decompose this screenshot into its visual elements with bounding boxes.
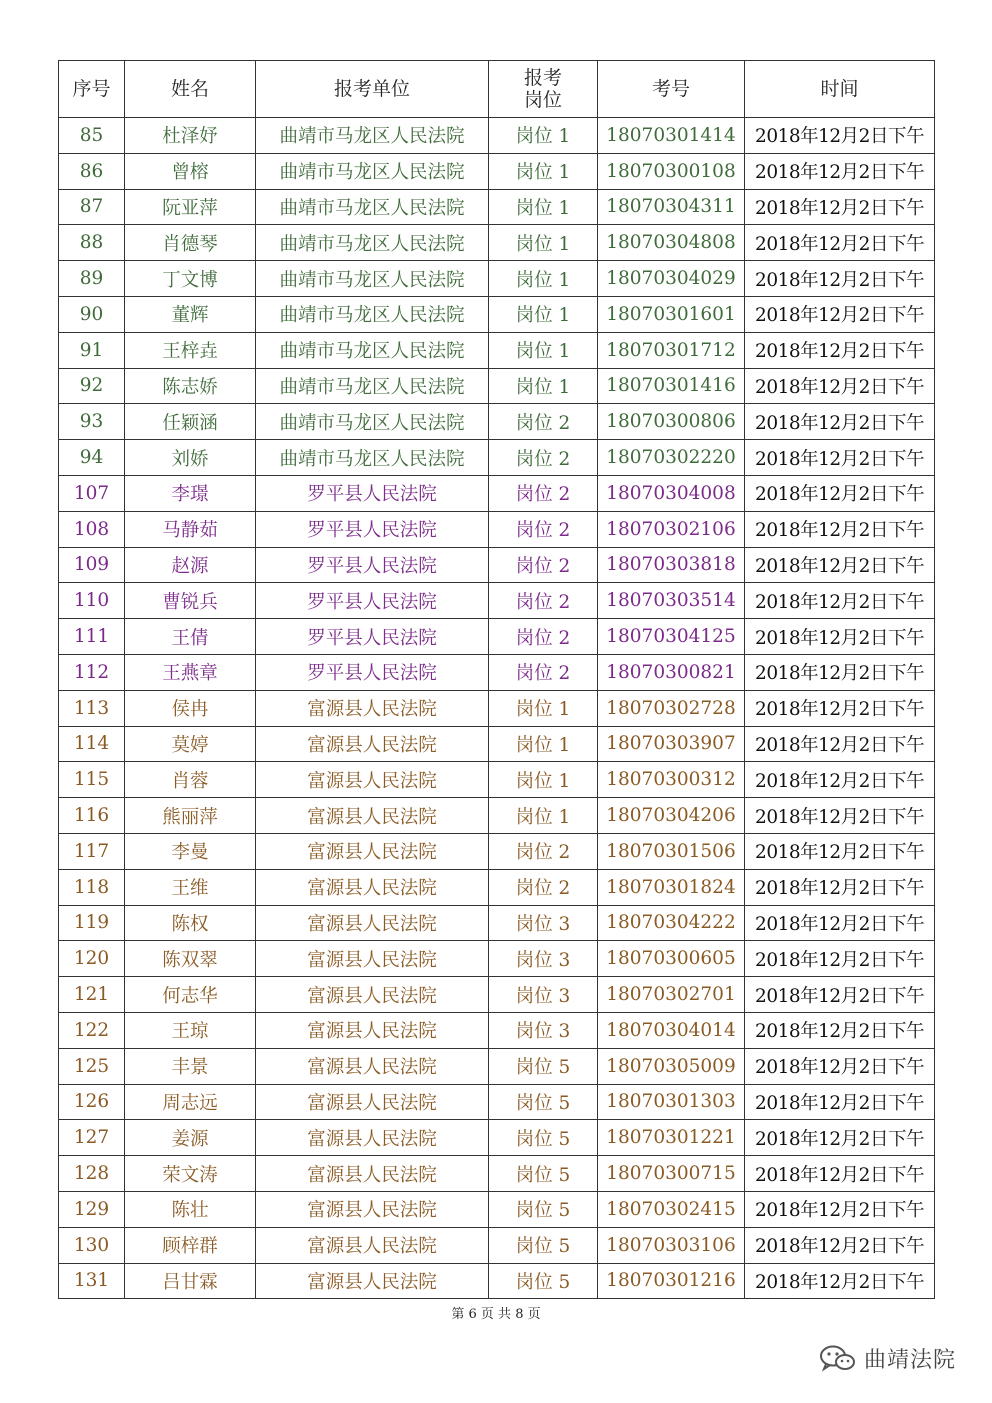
cell-exam-no: 18070301601 (598, 296, 745, 332)
table-row (59, 583, 935, 619)
cell-name: 王维 (125, 869, 256, 905)
cell-post: 岗位 2 (489, 511, 598, 547)
cell-seq: 116 (59, 798, 125, 834)
table-row (59, 189, 935, 225)
cell-exam-no: 18070304008 (598, 475, 745, 511)
cell-exam-no: 18070301414 (598, 118, 745, 154)
cell-seq: 115 (59, 762, 125, 798)
cell-post: 岗位 1 (489, 332, 598, 368)
cell-exam-no: 18070300821 (598, 654, 745, 690)
cell-post: 岗位 1 (489, 189, 598, 225)
cell-unit: 罗平县人民法院 (256, 511, 489, 547)
cell-unit: 富源县人民法院 (256, 1048, 489, 1084)
cell-seq: 89 (59, 261, 125, 297)
table-row (59, 547, 935, 583)
cell-seq: 126 (59, 1084, 125, 1120)
cell-time: 2018年12月2日下午 (745, 296, 935, 332)
cell-name: 李曼 (125, 833, 256, 869)
cell-seq: 122 (59, 1012, 125, 1048)
table-row (59, 690, 935, 726)
cell-exam-no: 18070300806 (598, 404, 745, 440)
cell-seq: 108 (59, 511, 125, 547)
cell-unit: 罗平县人民法院 (256, 619, 489, 655)
cell-seq: 92 (59, 368, 125, 404)
cell-name: 李璟 (125, 475, 256, 511)
cell-time: 2018年12月2日下午 (745, 583, 935, 619)
cell-time: 2018年12月2日下午 (745, 368, 935, 404)
table-row (59, 404, 935, 440)
cell-unit: 富源县人民法院 (256, 905, 489, 941)
cell-seq: 109 (59, 547, 125, 583)
cell-unit: 罗平县人民法院 (256, 475, 489, 511)
cell-post: 岗位 5 (489, 1084, 598, 1120)
cell-exam-no: 18070304125 (598, 619, 745, 655)
table-row (59, 977, 935, 1013)
header-exam-no: 考号 (598, 61, 745, 118)
cell-time: 2018年12月2日下午 (745, 905, 935, 941)
cell-seq: 119 (59, 905, 125, 941)
cell-seq: 121 (59, 977, 125, 1013)
table-row (59, 225, 935, 261)
table-row (59, 1191, 935, 1227)
cell-time: 2018年12月2日下午 (745, 189, 935, 225)
cell-seq: 112 (59, 654, 125, 690)
header-time: 时间 (745, 61, 935, 118)
cell-unit: 罗平县人民法院 (256, 654, 489, 690)
cell-seq: 91 (59, 332, 125, 368)
table-row (59, 1263, 935, 1299)
cell-time: 2018年12月2日下午 (745, 798, 935, 834)
table-body (59, 118, 935, 1299)
cell-time: 2018年12月2日下午 (745, 869, 935, 905)
cell-seq: 131 (59, 1263, 125, 1299)
cell-exam-no: 18070301416 (598, 368, 745, 404)
cell-post: 岗位 2 (489, 619, 598, 655)
cell-time: 2018年12月2日下午 (745, 1012, 935, 1048)
cell-post: 岗位 1 (489, 153, 598, 189)
cell-exam-no: 18070304014 (598, 1012, 745, 1048)
roster-table (58, 60, 935, 1299)
table-row (59, 332, 935, 368)
cell-seq: 128 (59, 1156, 125, 1192)
cell-unit: 富源县人民法院 (256, 1191, 489, 1227)
cell-unit: 富源县人民法院 (256, 798, 489, 834)
cell-post: 岗位 2 (489, 869, 598, 905)
cell-time: 2018年12月2日下午 (745, 833, 935, 869)
cell-time: 2018年12月2日下午 (745, 1120, 935, 1156)
table-row (59, 726, 935, 762)
table-row (59, 833, 935, 869)
cell-seq: 120 (59, 941, 125, 977)
cell-unit: 曲靖市马龙区人民法院 (256, 225, 489, 261)
cell-name: 王燕章 (125, 654, 256, 690)
cell-seq: 127 (59, 1120, 125, 1156)
cell-time: 2018年12月2日下午 (745, 1048, 935, 1084)
cell-name: 肖蓉 (125, 762, 256, 798)
header-seq: 序号 (59, 61, 125, 118)
cell-name: 丰景 (125, 1048, 256, 1084)
cell-seq: 107 (59, 475, 125, 511)
table-row (59, 296, 935, 332)
table-row (59, 654, 935, 690)
cell-exam-no: 18070302106 (598, 511, 745, 547)
cell-exam-no: 18070305009 (598, 1048, 745, 1084)
cell-post: 岗位 5 (489, 1156, 598, 1192)
cell-exam-no: 18070301506 (598, 833, 745, 869)
table-row (59, 762, 935, 798)
cell-seq: 118 (59, 869, 125, 905)
cell-name: 熊丽萍 (125, 798, 256, 834)
cell-unit: 罗平县人民法院 (256, 583, 489, 619)
header-post-line2: 岗位 (523, 89, 562, 111)
cell-time: 2018年12月2日下午 (745, 1084, 935, 1120)
table-row (59, 1120, 935, 1156)
cell-unit: 富源县人民法院 (256, 1084, 489, 1120)
cell-exam-no: 18070303514 (598, 583, 745, 619)
cell-exam-no: 18070304808 (598, 225, 745, 261)
header-post-line1: 报考 (523, 67, 562, 89)
cell-unit: 曲靖市马龙区人民法院 (256, 153, 489, 189)
cell-post: 岗位 3 (489, 1012, 598, 1048)
cell-unit: 曲靖市马龙区人民法院 (256, 404, 489, 440)
cell-exam-no: 18070304311 (598, 189, 745, 225)
cell-time: 2018年12月2日下午 (745, 762, 935, 798)
cell-seq: 117 (59, 833, 125, 869)
header-row (59, 61, 935, 118)
cell-name: 赵源 (125, 547, 256, 583)
cell-time: 2018年12月2日下午 (745, 404, 935, 440)
cell-unit: 富源县人民法院 (256, 1227, 489, 1263)
cell-post: 岗位 5 (489, 1120, 598, 1156)
cell-post: 岗位 5 (489, 1048, 598, 1084)
cell-post: 岗位 1 (489, 261, 598, 297)
table-row (59, 869, 935, 905)
cell-seq: 130 (59, 1227, 125, 1263)
cell-seq: 90 (59, 296, 125, 332)
cell-name: 顾梓群 (125, 1227, 256, 1263)
cell-post: 岗位 5 (489, 1191, 598, 1227)
cell-time: 2018年12月2日下午 (745, 225, 935, 261)
cell-post: 岗位 1 (489, 296, 598, 332)
cell-exam-no: 18070304206 (598, 798, 745, 834)
cell-post: 岗位 2 (489, 547, 598, 583)
cell-exam-no: 18070302220 (598, 440, 745, 476)
cell-unit: 富源县人民法院 (256, 977, 489, 1013)
cell-unit: 罗平县人民法院 (256, 547, 489, 583)
cell-unit: 曲靖市马龙区人民法院 (256, 261, 489, 297)
cell-unit: 富源县人民法院 (256, 833, 489, 869)
cell-exam-no: 18070301824 (598, 869, 745, 905)
cell-time: 2018年12月2日下午 (745, 690, 935, 726)
cell-unit: 富源县人民法院 (256, 941, 489, 977)
cell-time: 2018年12月2日下午 (745, 440, 935, 476)
cell-time: 2018年12月2日下午 (745, 118, 935, 154)
cell-exam-no: 18070302415 (598, 1191, 745, 1227)
cell-time: 2018年12月2日下午 (745, 511, 935, 547)
table-row (59, 1084, 935, 1120)
cell-name: 曾榕 (125, 153, 256, 189)
cell-unit: 曲靖市马龙区人民法院 (256, 118, 489, 154)
cell-seq: 110 (59, 583, 125, 619)
cell-name: 刘娇 (125, 440, 256, 476)
cell-seq: 94 (59, 440, 125, 476)
cell-exam-no: 18070301216 (598, 1263, 745, 1299)
cell-unit: 富源县人民法院 (256, 690, 489, 726)
cell-name: 丁文博 (125, 261, 256, 297)
table-row (59, 941, 935, 977)
cell-unit: 富源县人民法院 (256, 762, 489, 798)
cell-time: 2018年12月2日下午 (745, 153, 935, 189)
cell-post: 岗位 1 (489, 368, 598, 404)
cell-seq: 113 (59, 690, 125, 726)
cell-time: 2018年12月2日下午 (745, 941, 935, 977)
cell-time: 2018年12月2日下午 (745, 619, 935, 655)
cell-post: 岗位 1 (489, 726, 598, 762)
cell-time: 2018年12月2日下午 (745, 332, 935, 368)
cell-name: 杜泽妤 (125, 118, 256, 154)
cell-exam-no: 18070303818 (598, 547, 745, 583)
header-name: 姓名 (125, 61, 256, 118)
cell-post: 岗位 3 (489, 941, 598, 977)
cell-exam-no: 18070302701 (598, 977, 745, 1013)
cell-name: 吕甘霖 (125, 1263, 256, 1299)
cell-time: 2018年12月2日下午 (745, 475, 935, 511)
cell-time: 2018年12月2日下午 (745, 726, 935, 762)
cell-seq: 87 (59, 189, 125, 225)
cell-seq: 111 (59, 619, 125, 655)
cell-post: 岗位 1 (489, 762, 598, 798)
cell-name: 王琼 (125, 1012, 256, 1048)
cell-post: 岗位 3 (489, 905, 598, 941)
cell-name: 阮亚萍 (125, 189, 256, 225)
cell-time: 2018年12月2日下午 (745, 1263, 935, 1299)
cell-seq: 88 (59, 225, 125, 261)
cell-name: 荣文涛 (125, 1156, 256, 1192)
cell-exam-no: 18070300108 (598, 153, 745, 189)
table-row (59, 440, 935, 476)
table-row (59, 118, 935, 154)
table-row (59, 153, 935, 189)
cell-unit: 富源县人民法院 (256, 1156, 489, 1192)
header-post (489, 61, 598, 118)
cell-exam-no: 18070303907 (598, 726, 745, 762)
cell-exam-no: 18070304222 (598, 905, 745, 941)
cell-name: 董辉 (125, 296, 256, 332)
cell-post: 岗位 2 (489, 475, 598, 511)
table-header (59, 61, 935, 118)
table-row (59, 619, 935, 655)
cell-name: 马静茹 (125, 511, 256, 547)
cell-name: 陈壮 (125, 1191, 256, 1227)
cell-exam-no: 18070301221 (598, 1120, 745, 1156)
cell-time: 2018年12月2日下午 (745, 261, 935, 297)
cell-seq: 93 (59, 404, 125, 440)
cell-post: 岗位 2 (489, 404, 598, 440)
cell-name: 姜源 (125, 1120, 256, 1156)
cell-exam-no: 18070301712 (598, 332, 745, 368)
cell-unit: 富源县人民法院 (256, 1120, 489, 1156)
cell-post: 岗位 1 (489, 798, 598, 834)
cell-post: 岗位 2 (489, 583, 598, 619)
cell-time: 2018年12月2日下午 (745, 977, 935, 1013)
cell-post: 岗位 5 (489, 1263, 598, 1299)
watermark-text: 曲靖法院 (864, 1347, 957, 1373)
cell-unit: 曲靖市马龙区人民法院 (256, 296, 489, 332)
cell-post: 岗位 1 (489, 118, 598, 154)
header-unit: 报考单位 (256, 61, 489, 118)
table-row (59, 1048, 935, 1084)
cell-name: 曹锐兵 (125, 583, 256, 619)
cell-unit: 曲靖市马龙区人民法院 (256, 368, 489, 404)
cell-time: 2018年12月2日下午 (745, 654, 935, 690)
cell-seq: 86 (59, 153, 125, 189)
cell-unit: 曲靖市马龙区人民法院 (256, 332, 489, 368)
cell-post: 岗位 1 (489, 225, 598, 261)
cell-name: 何志华 (125, 977, 256, 1013)
cell-name: 王倩 (125, 619, 256, 655)
cell-unit: 曲靖市马龙区人民法院 (256, 189, 489, 225)
cell-name: 王梓垚 (125, 332, 256, 368)
table-row (59, 798, 935, 834)
cell-exam-no: 18070300312 (598, 762, 745, 798)
cell-seq: 125 (59, 1048, 125, 1084)
cell-unit: 富源县人民法院 (256, 1012, 489, 1048)
page-indicator: 第 6 页 共 8 页 (451, 1307, 541, 1322)
cell-unit: 富源县人民法院 (256, 726, 489, 762)
cell-exam-no: 18070300715 (598, 1156, 745, 1192)
cell-name: 任颖涵 (125, 404, 256, 440)
cell-post: 岗位 1 (489, 690, 598, 726)
cell-exam-no: 18070301303 (598, 1084, 745, 1120)
cell-post: 岗位 2 (489, 654, 598, 690)
cell-name: 侯冉 (125, 690, 256, 726)
cell-time: 2018年12月2日下午 (745, 547, 935, 583)
cell-name: 周志远 (125, 1084, 256, 1120)
wechat-icon (818, 1343, 858, 1373)
cell-unit: 富源县人民法院 (256, 869, 489, 905)
table-row (59, 1156, 935, 1192)
cell-post: 岗位 2 (489, 833, 598, 869)
cell-exam-no: 18070300605 (598, 941, 745, 977)
table-row (59, 475, 935, 511)
cell-name: 陈权 (125, 905, 256, 941)
cell-exam-no: 18070303106 (598, 1227, 745, 1263)
watermark (818, 1340, 956, 1376)
cell-name: 陈双翠 (125, 941, 256, 977)
cell-unit: 曲靖市马龙区人民法院 (256, 440, 489, 476)
table-row (59, 511, 935, 547)
cell-exam-no: 18070302728 (598, 690, 745, 726)
cell-seq: 129 (59, 1191, 125, 1227)
cell-seq: 85 (59, 118, 125, 154)
cell-seq: 114 (59, 726, 125, 762)
cell-name: 陈志娇 (125, 368, 256, 404)
cell-post: 岗位 2 (489, 440, 598, 476)
table-row (59, 261, 935, 297)
cell-name: 肖德琴 (125, 225, 256, 261)
table-row (59, 368, 935, 404)
table-row (59, 1012, 935, 1048)
cell-time: 2018年12月2日下午 (745, 1156, 935, 1192)
cell-unit: 富源县人民法院 (256, 1263, 489, 1299)
cell-time: 2018年12月2日下午 (745, 1191, 935, 1227)
cell-post: 岗位 5 (489, 1227, 598, 1263)
cell-time: 2018年12月2日下午 (745, 1227, 935, 1263)
cell-post: 岗位 3 (489, 977, 598, 1013)
table-row (59, 905, 935, 941)
cell-exam-no: 18070304029 (598, 261, 745, 297)
table-row (59, 1227, 935, 1263)
cell-name: 莫婷 (125, 726, 256, 762)
